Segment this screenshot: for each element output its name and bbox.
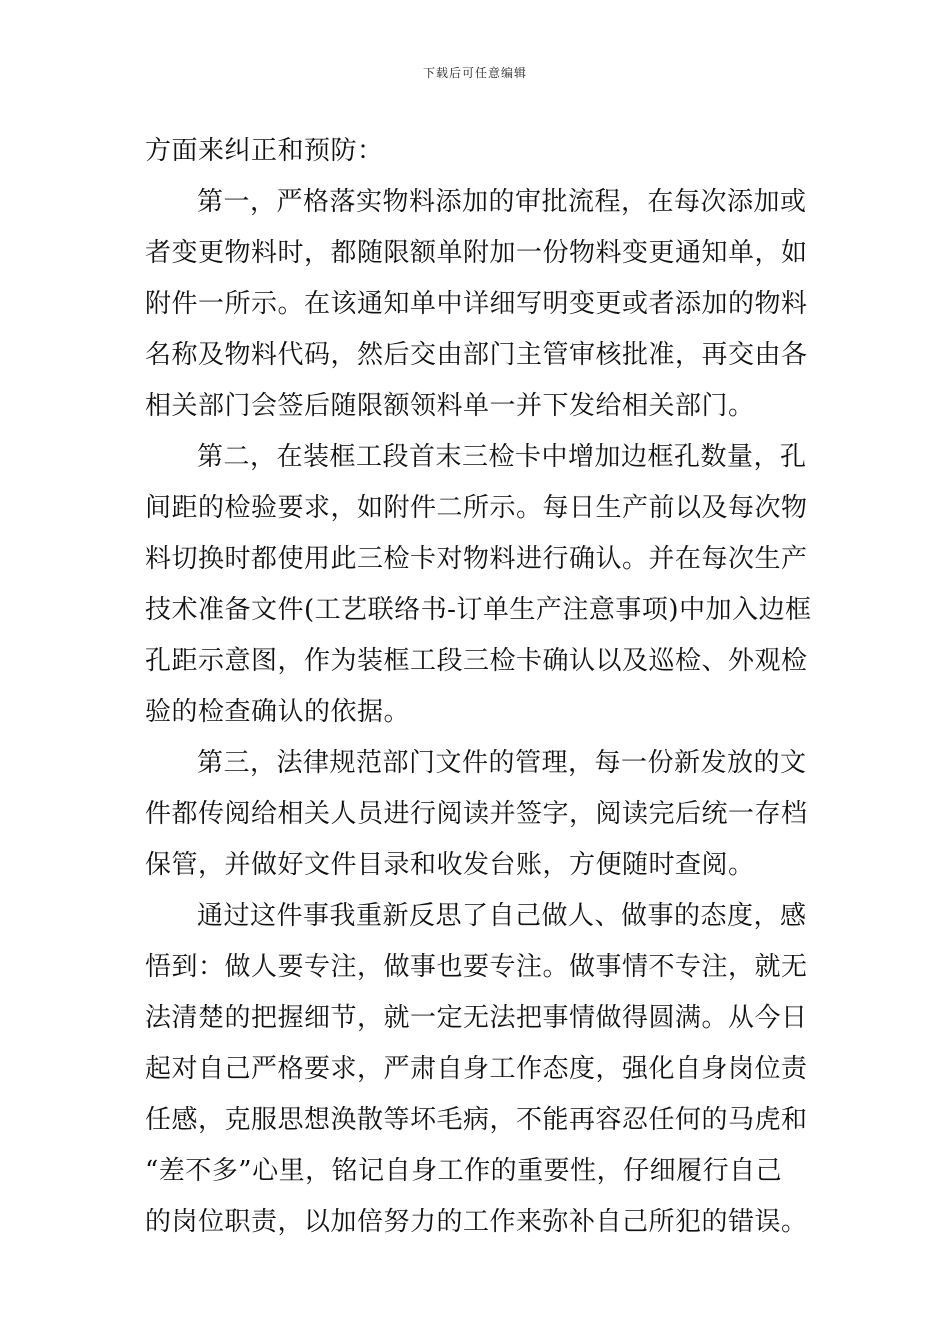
body-line: “差不多”心里，铭记自身工作的重要性，仔细履行自己 [145,1156,783,1186]
body-line: 孔距示意图，作为装框工段三检卡确认以及巡检、外观检 [145,646,808,676]
body-line: 技术准备文件(工艺联络书-订单生产注意事项)中加入边框 [145,595,812,625]
body-line: 任感，克服思想涣散等坏毛病，不能再容忍任何的马虎和 [145,1105,808,1135]
body-line: 附件一所示。在该通知单中详细写明变更或者添加的物料 [145,289,808,319]
paragraph-first-line: 第一，严格落实物料添加的审批流程，在每次添加或 [197,187,807,217]
body-line: 保管，并做好文件目录和收发台账，方便随时查阅。 [145,850,755,880]
paragraph-first-line: 第三，法律规范部门文件的管理，每一份新发放的文 [197,748,807,778]
paragraph-first-line: 第二，在装框工段首末三检卡中增加边框孔数量，孔 [197,442,807,472]
body-line: 起对自己严格要求，严肃自身工作态度，强化自身岗位责 [145,1054,808,1084]
page-header: 下载后可任意编辑 [422,66,527,80]
paragraph-first-line: 通过这件事我重新反思了自己做人、做事的态度，感 [197,901,807,931]
body-line: 相关部门会签后随限额领料单一并下发给相关部门。 [145,391,755,421]
body-line: 法清楚的把握细节，就一定无法把事情做得圆满。从今日 [145,1003,808,1033]
body-line: 的岗位职责，以加倍努力的工作来弥补自己所犯的错误。 [145,1207,808,1237]
body-line: 验的检查确认的依据。 [145,697,411,727]
body-line: 料切换时都使用此三检卡对物料进行确认。并在每次生产 [145,544,808,574]
body-line: 名称及物料代码，然后交由部门主管审核批准，再交由各 [145,340,808,370]
body-line: 悟到：做人要专注，做事也要专注。做事情不专注，就无 [145,952,808,982]
body-line: 方面来纠正和预防： [145,136,384,166]
body-line: 者变更物料时，都随限额单附加一份物料变更通知单，如 [145,238,808,268]
document-body [145,126,812,1248]
body-line: 间距的检验要求，如附件二所示。每日生产前以及每次物 [145,493,808,523]
body-line: 件都传阅给相关人员进行阅读并签字，阅读完后统一存档 [145,799,808,829]
